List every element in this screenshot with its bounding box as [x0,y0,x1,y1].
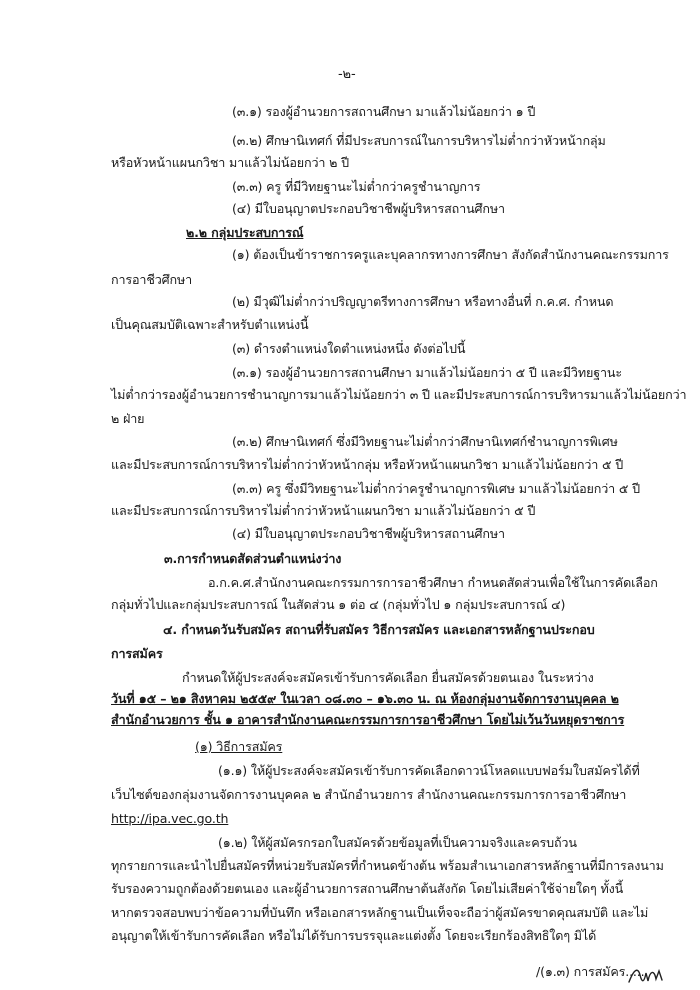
text-line: ทุกรายการและนำไปยื่นสมัครที่หน่วยรับสมัครที่กำหนดข้างต้น พร้อมสำเนาเอกสารหลักฐานที่มีการลงนาม [111,858,664,873]
section-heading: ๔. กำหนดวันรับสมัคร สถานที่รับสมัคร วิธีการสมัคร และเอกสารหลักฐานประกอบ [163,622,595,637]
section-heading: ๒.๒ กลุ่มประสบการณ์ [186,225,304,240]
continuation-note: /(๑.๓) การสมัคร..... [536,964,645,979]
text-line: รับรองความถูกต้องด้วยตนเอง และผู้อำนวยการสถานศึกษาต้นสังกัด โดยไม่เสียค่าใช้จ่ายใดๆ ทั้งนี้ [111,881,624,896]
text-line: (๓.๓) ครู ซึ่งมีวิทยฐานะไม่ต่ำกว่าครูชำนาญการพิเศษ มาแล้วไม่น้อยกว่า ๕ ปี [232,481,640,496]
text-line: (๓.๒) ศึกษานิเทศก์ ซึ่งมีวิทยฐานะไม่ต่ำกว่าศึกษานิเทศก์ชำนาญการพิเศษ [232,434,618,449]
text-line: (๒) มีวุฒิไม่ต่ำกว่าปริญญาตรีทางการศึกษา หรือทางอื่นที่ ก.ค.ศ. กำหนด [232,294,614,309]
text-line: หากตรวจสอบพบว่าข้อความที่บันทึก หรือเอกสารหลักฐานเป็นเท็จจะถือว่าผู้สมัครขาดคุณสมบัติ และไม่ [111,905,649,920]
text-line: กำหนดให้ผู้ประสงค์จะสมัครเข้ารับการคัดเลือก ยื่นสมัครด้วยตนเอง ในระหว่าง [182,670,594,685]
text-line: (๓.๓) ครู ที่มีวิทยฐานะไม่ต่ำกว่าครูชำนาญการ [232,179,481,194]
signature-mark [626,965,666,985]
website-link[interactable]: http://ipa.vec.go.th [111,811,229,826]
emphasis-line: วันที่ ๑๕ – ๒๑ สิงหาคม ๒๕๕๙ ในเวลา ๐๘.๓๐ – ๑๖.๓๐ น. ณ ห้องกลุ่มงานจัดการงานบุคคล ๒ [111,691,619,706]
text-line: (๔) มีใบอนุญาตประกอบวิชาชีพผู้บริหารสถานศึกษา [232,526,505,541]
text-line: ไม่ต่ำกว่ารองผู้อำนวยการชำนาญการมาแล้วไม่น้อยกว่า ๓ ปี และมีประสบการณ์การบริหารมาแล้วไม่น้อยกว่า [111,387,687,402]
emphasis-line: สำนักอำนวยการ ชั้น ๑ อาคารสำนักงานคณะกรรมการการอาชีวศึกษา โดยไม่เว้นวันหยุดราชการ [111,712,625,727]
text-line: การอาชีวศึกษา [111,272,193,287]
subsection-heading: (๑) วิธีการสมัคร [195,739,283,754]
text-line: และมีประสบการณ์การบริหารไม่ต่ำกว่าหัวหน้าแผนกวิชา มาแล้วไม่น้อยกว่า ๕ ปี [111,503,536,518]
text-line: (๔) มีใบอนุญาตประกอบวิชาชีพผู้บริหารสถานศึกษา [232,201,505,216]
text-line: (๓) ดำรงตำแหน่งใดตำแหน่งหนึ่ง ดังต่อไปนี้ [232,341,466,356]
text-line: (๑.๑) ให้ผู้ประสงค์จะสมัครเข้ารับการคัดเลือกดาวน์โหลดแบบฟอร์มใบสมัครได้ที่ [218,763,640,778]
page-number: -๒- [338,67,356,82]
section-heading: การสมัคร [111,646,163,661]
text-line: (๑.๒) ให้ผู้สมัครกรอกใบสมัครด้วยข้อมูลที่เป็นความจริงและครบถ้วน [218,835,577,850]
text-line: หรือหัวหน้าแผนกวิชา มาแล้วไม่น้อยกว่า ๒ ปี [111,155,349,170]
text-line: (๓.๒) ศึกษานิเทศก์ ที่มีประสบการณ์ในการบริหารไม่ต่ำกว่าหัวหน้ากลุ่ม [232,133,606,148]
text-line: กลุ่มทั่วไปและกลุ่มประสบการณ์ ในสัดส่วน ๑ ต่อ ๔ (กลุ่มทั่วไป ๑ กลุ่มประสบการณ์ ๔) [111,597,566,612]
text-line: เว็บไซต์ของกลุ่มงานจัดการงานบุคคล ๒ สำนักอำนวยการ สำนักงานคณะกรรมการการอาชีวศึกษา [111,787,627,802]
text-line: ๒ ฝ่าย [111,411,145,426]
text-line: (๓.๑) รองผู้อำนวยการสถานศึกษา มาแล้วไม่น้อยกว่า ๑ ปี [232,104,536,119]
text-line: อนุญาตให้เข้ารับการคัดเลือก หรือไม่ได้รับการบรรจุและแต่งตั้ง โดยจะเรียกร้องสิทธิใดๆ มิได้ [111,928,597,943]
text-line: เป็นคุณสมบัติเฉพาะสำหรับตำแหน่งนี้ [111,317,309,332]
text-line: และมีประสบการณ์การบริหารไม่ต่ำกว่าหัวหน้ากลุ่ม หรือหัวหน้าแผนกวิชา มาแล้วไม่น้อยกว่า ๕ ปี [111,457,624,472]
text-line: อ.ก.ค.ศ.สำนักงานคณะกรรมการการอาชีวศึกษา กำหนดสัดส่วนเพื่อใช้ในการคัดเลือก [208,575,658,590]
text-line: (๑) ต้องเป็นข้าราชการครูและบุคลากรทางการศึกษา สังกัดสำนักงานคณะกรรมการ [232,247,669,262]
text-line: (๓.๑) รองผู้อำนวยการสถานศึกษา มาแล้วไม่น้อยกว่า ๕ ปี และมีวิทยฐานะ [232,365,623,380]
section-heading: ๓.การกำหนดสัดส่วนตำแหน่งว่าง [164,551,342,566]
